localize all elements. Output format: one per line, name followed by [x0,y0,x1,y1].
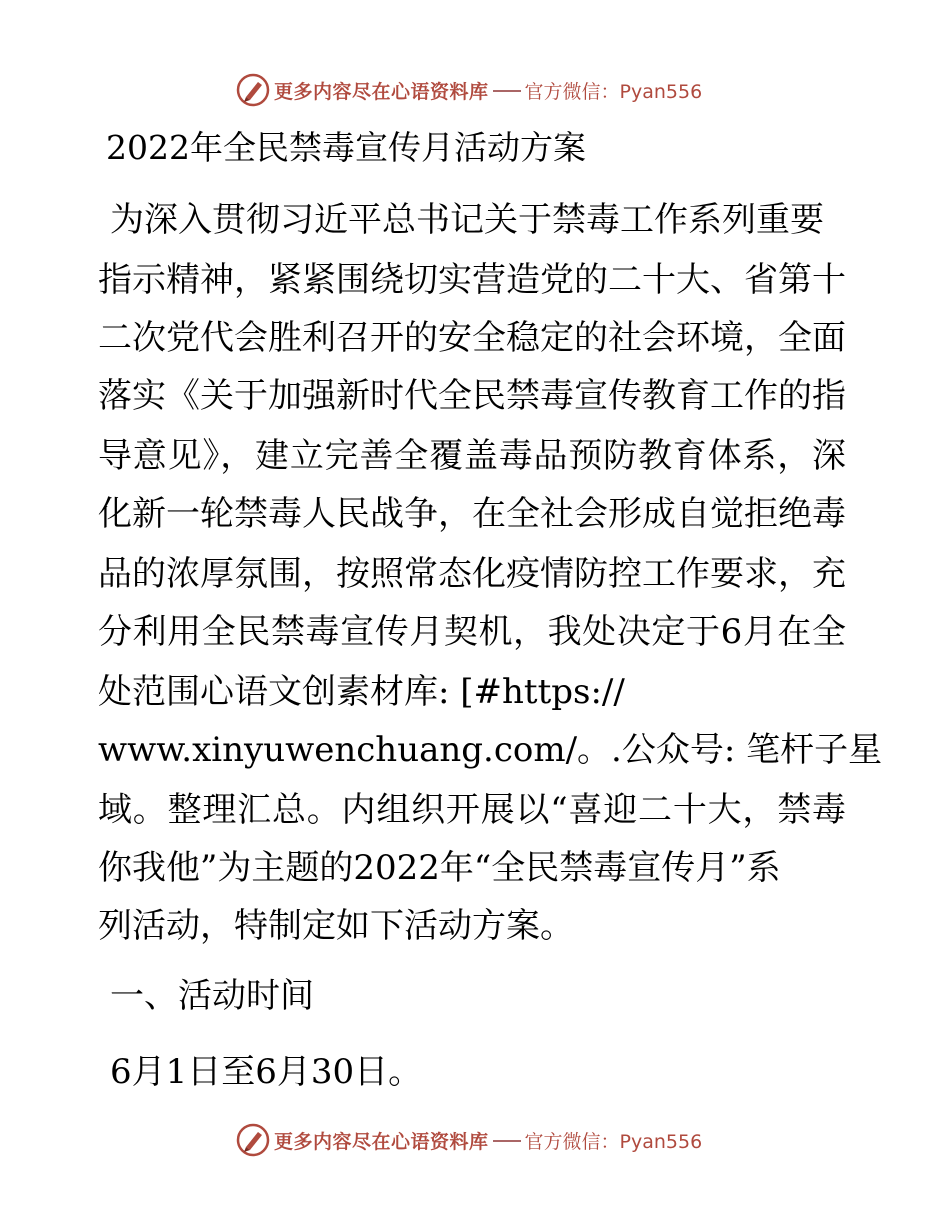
paragraph-line: 落实《关于加强新时代全民禁毒宣传教育工作的指 [98,376,846,416]
pen-logo-icon [236,73,270,107]
paragraph-line: 列活动，特制定如下活动方案。 [98,906,574,946]
document-title: 2022年全民禁毒宣传月活动方案 [106,128,586,167]
paragraph-line: 分利用全民禁毒宣传月契机，我处决定于6月在全 [98,612,846,652]
footer-banner [236,1122,702,1158]
paragraph-line: 域。整理汇总。内组织开展以“喜迎二十大，禁毒 [98,790,846,830]
paragraph-line: 导意见》，建立完善全覆盖毒品预防教育体系，深 [98,436,846,476]
header-banner [236,72,702,108]
paragraph-line: 二次党代会胜利召开的安全稳定的社会环境，全面 [98,318,846,358]
banner-text: 更多内容尽在心语资料库 [274,80,489,103]
banner-dash [493,1140,521,1142]
banner-wechat: 官方微信：Pyan556 [524,1130,703,1153]
banner-dash [493,90,521,92]
banner-wechat: 官方微信：Pyan556 [524,80,703,103]
paragraph-line: 为深入贯彻习近平总书记关于禁毒工作系列重要 [110,200,824,240]
section-text: 6月1日至6月30日。 [110,1052,423,1092]
banner-text: 更多内容尽在心语资料库 [274,1130,489,1153]
paragraph-line: www.xinyuwenchuang.com/。.公众号: 笔杆子星 [98,730,883,770]
paragraph-line: 品的浓厚氛围，按照常态化疫情防控工作要求，充 [98,554,846,594]
section-heading: 一、活动时间 [110,976,314,1016]
paragraph-line: 处范围心语文创素材库: [#https:// [98,672,625,712]
paragraph-line: 指示精神，紧紧围绕切实营造党的二十大、省第十 [98,260,846,300]
pen-logo-icon [236,1123,270,1157]
paragraph-line: 化新一轮禁毒人民战争，在全社会形成自觉拒绝毒 [98,494,846,534]
paragraph-line: 你我他”为主题的2022年“全民禁毒宣传月”系 [98,848,781,888]
